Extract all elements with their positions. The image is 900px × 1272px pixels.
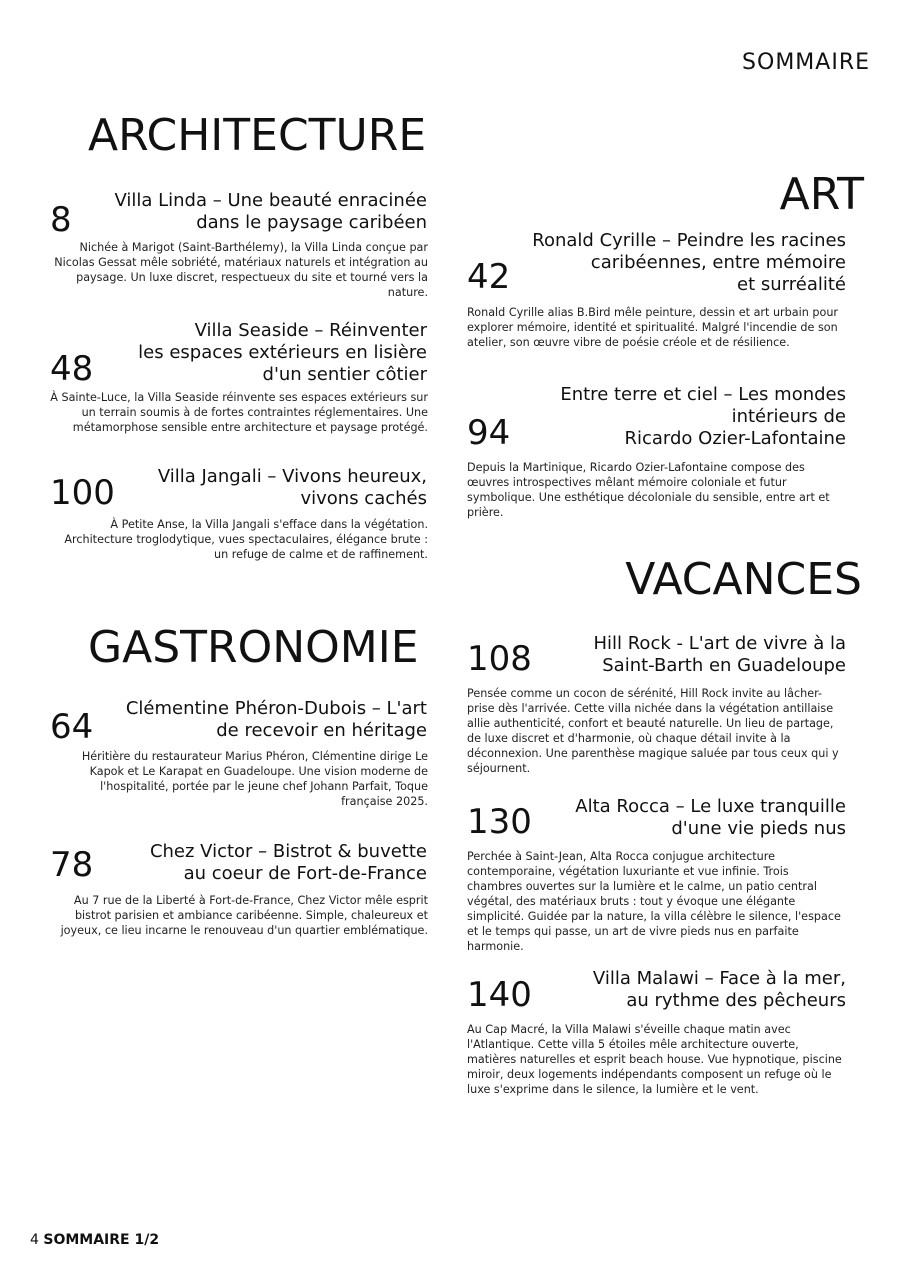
page-number-48: 48 <box>50 349 94 389</box>
article-title-alta-rocca[interactable]: Alta Rocca – Le luxe tranquille d'une vie pieds nus <box>575 796 846 839</box>
header-label: SOMMAIRE <box>742 50 870 75</box>
section-title-vacances: VACANCES <box>625 554 862 605</box>
footer <box>30 1232 159 1248</box>
section-title-art: ART <box>779 169 864 220</box>
page-number-100: 100 <box>50 473 115 513</box>
article-title-ronald-cyrille[interactable]: Ronald Cyrille – Peindre les racines caribéennes, entre mémoire et surréalité <box>532 230 846 295</box>
article-title-ozier-lafontaine[interactable]: Entre terre et ciel – Les mondes intérieurs de Ricardo Ozier-Lafontaine <box>560 384 846 449</box>
page-number-78: 78 <box>50 845 94 885</box>
article-title-villa-seaside[interactable]: Villa Seaside – Réinventer les espaces extérieurs en lisière d'un sentier côtier <box>138 320 427 385</box>
article-desc-ronald-cyrille: Ronald Cyrille alias B.Bird mêle peinture, dessin et art urbain pour explorer mémoire, identité et spiritualité. Malgré l'incendie de son atelier, son œuvre vibre de poésie créole et de résilience. <box>467 306 839 349</box>
article-desc-hill-rock: Pensée comme un cocon de sérénité, Hill Rock invite au lâcher-prise dès l'arrivée. Cette villa nichée dans la végétation antillaise allie authenticité, confort et beauté naturelle. Un lieu de partage, de luxe discret et d'harmonie, où chaque détail invite à la déconnexion. Une parenthèse magique saluée par tous ceux qui y séjournent. <box>467 687 839 775</box>
page-number-8: 8 <box>50 200 72 240</box>
article-desc-villa-linda: Nichée à Marigot (Saint-Barthélemy), la Villa Linda conçue par Nicolas Gessat mêle sobriété, matériaux naturels et intégration au paysage. Un luxe discret, respectueux du site et tourné vers la nature. <box>54 241 428 299</box>
section-title-gastronomie: GASTRONOMIE <box>88 622 419 673</box>
article-desc-villa-malawi: Au Cap Macré, la Villa Malawi s'éveille chaque matin avec l'Atlantique. Cette villa 5 étoiles mêle architecture ouverte, matières naturelles et esprit beach house. Vue hypnotique, piscine miroir, deux logements indépendants composent un refuge où le luxe s'exprime dans le silence, la lumière et le vent. <box>467 1023 842 1096</box>
article-desc-villa-jangali: À Petite Anse, la Villa Jangali s'efface dans la végétation. Architecture troglodytique, vues spectaculaires, élégance brute : un refuge de calme et de raffinement. <box>64 518 428 561</box>
article-desc-alta-rocca: Perchée à Saint-Jean, Alta Rocca conjugue architecture contemporaine, végétation luxuriante et vue infinie. Trois chambres ouvertes sur la lumière et le calme, un patio central végétal, des matériaux bruts : tout y évoque une élégante simplicité. Guidée par la nature, la villa célèbre le silence, l'espace et le temps qui passe, un art de vivre pieds nus en parfaite harmonie. <box>467 850 841 953</box>
section-title-architecture: ARCHITECTURE <box>88 110 427 161</box>
article-title-villa-linda[interactable]: Villa Linda – Une beauté enracinée dans le paysage caribéen <box>114 190 427 233</box>
page-number-108: 108 <box>467 639 532 679</box>
article-desc-chez-victor: Au 7 rue de la Liberté à Fort-de-France, Chez Victor mêle esprit bistrot parisien et ambiance caribéenne. Simple, chaleureux et joyeux, ce lieu incarne le renouveau d'un quartier emblématique. <box>60 894 428 937</box>
footer-page-number: 4 <box>30 1232 39 1248</box>
article-title-villa-jangali[interactable]: Villa Jangali – Vivons heureux, vivons cachés <box>157 466 427 509</box>
page-number-42: 42 <box>467 257 511 297</box>
article-title-chez-victor[interactable]: Chez Victor – Bistrot & buvette au coeur de Fort-de-France <box>149 841 427 884</box>
article-desc-ozier-lafontaine: Depuis la Martinique, Ricardo Ozier-Lafontaine compose des œuvres introspectives mêlant mémoire coloniale et futur symbolique. Une esthétique décoloniale du sensible, entre art et prière. <box>467 461 830 519</box>
article-desc-villa-seaside: À Sainte-Luce, la Villa Seaside réinvente ses espaces extérieurs sur un terrain soumis à de fortes contraintes réglementaires. Une métamorphose sensible entre architecture et paysage protégé. <box>50 391 428 434</box>
article-title-clementine[interactable]: Clémentine Phéron-Dubois – L'art de recevoir en héritage <box>125 698 427 741</box>
article-desc-clementine: Héritière du restaurateur Marius Phéron, Clémentine dirige Le Kapok et Le Karapat en Guadeloupe. Une vision moderne de l'hospitalité, portée par le jeune chef Johann Parfait, Toque française 2025. <box>81 750 428 808</box>
page-number-64: 64 <box>50 707 94 747</box>
article-title-villa-malawi[interactable]: Villa Malawi – Face à la mer, au rythme des pêcheurs <box>592 968 846 1011</box>
page-number-94: 94 <box>467 413 511 453</box>
page-number-130: 130 <box>467 802 532 842</box>
article-title-hill-rock[interactable]: Hill Rock - L'art de vivre à la Saint-Barth en Guadeloupe <box>593 633 846 676</box>
page-number-140: 140 <box>467 975 532 1015</box>
footer-label: SOMMAIRE 1/2 <box>43 1232 160 1248</box>
